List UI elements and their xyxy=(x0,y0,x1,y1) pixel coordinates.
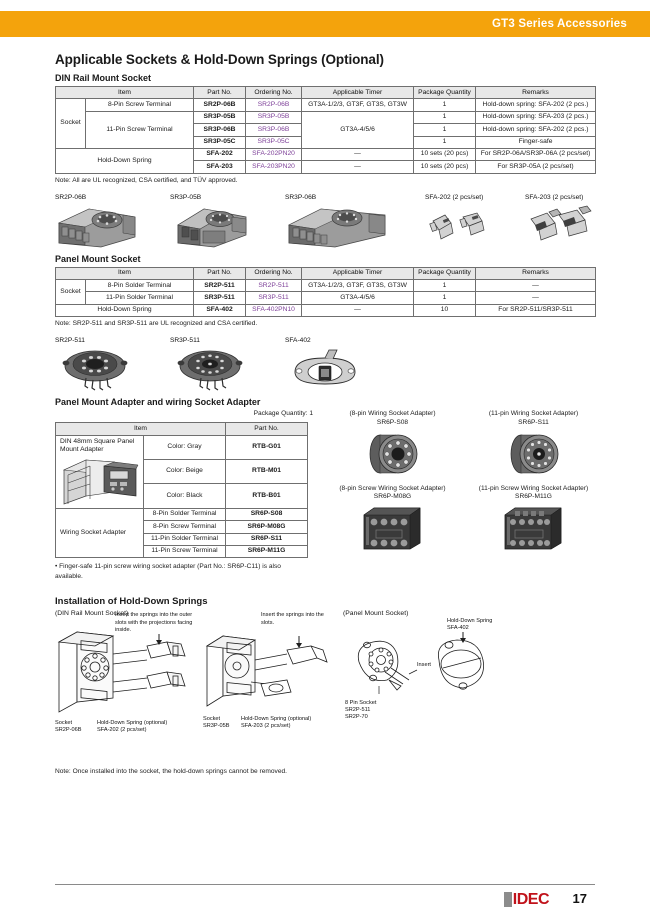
cell-color: Color: Black xyxy=(144,484,226,508)
idec-logo-square-icon xyxy=(504,892,512,907)
cell-item: 11-Pin Solder Terminal xyxy=(144,533,226,545)
table-row xyxy=(56,148,596,160)
cell-part: SR6P-M11G xyxy=(226,545,308,557)
cell-qty: 10 sets (20 pcs) xyxy=(414,161,476,173)
cell-remarks: Hold-down spring: SFA-202 (2 pcs.) xyxy=(476,124,596,136)
col-part-no: Part No. xyxy=(194,267,246,279)
cell-order: SFA-402PN10 xyxy=(246,304,302,316)
adapter-caption: (11-pin Wiring Socket Adapter) xyxy=(488,410,579,418)
cell-remarks: — xyxy=(476,280,596,292)
adapter-caption: (8-pin Wiring Socket Adapter) xyxy=(349,410,436,418)
cell-qty: 1 xyxy=(414,99,476,111)
adapter-package-quantity: Package Quantity: 1 xyxy=(253,410,313,418)
col-part-no: Part No. xyxy=(194,87,246,99)
col-remarks: Remarks xyxy=(476,87,596,99)
socket-11pin-wide-icon xyxy=(285,203,397,249)
product-label: SR3P-05B xyxy=(170,193,202,201)
product-label: SFA-402 xyxy=(285,337,311,345)
adapter-figure xyxy=(331,410,454,479)
install-heading: Installation of Hold-Down Springs xyxy=(55,596,208,608)
cell-remarks: For SR2P-06A/SR3P-06A (2 pcs/set) xyxy=(476,148,596,160)
col-item: Item xyxy=(56,87,194,99)
cell-order: SR3P-05B xyxy=(246,111,302,123)
adapter-table-wrap xyxy=(55,422,307,581)
socket-11pin-b-icon xyxy=(170,203,260,249)
install-2-socket-label: Socket xyxy=(203,716,221,723)
round-adapter-11-icon xyxy=(503,429,565,479)
col-ordering-no: Ordering No. xyxy=(246,87,302,99)
product-figure xyxy=(170,194,265,249)
product-figure xyxy=(285,337,380,394)
install-3-spring-part: SFA-402 xyxy=(447,625,469,632)
cell-part: SR6P-S08 xyxy=(226,508,308,520)
cell-timer: — xyxy=(302,161,414,173)
cell-item: 8-Pin Screw Terminal xyxy=(144,521,226,533)
product-label: SR3P-511 xyxy=(170,337,200,345)
install-1-spring-label: Hold-Down Spring (optional) xyxy=(97,720,168,727)
table-header-row xyxy=(56,267,596,279)
page-header-band xyxy=(0,11,650,37)
install-3-insert-label: Insert xyxy=(417,662,431,669)
cell-qty: 1 xyxy=(414,292,476,304)
round-socket-8-icon xyxy=(55,346,135,394)
product-figure xyxy=(525,194,635,249)
install-3-socket-part-2: SR2P-70 xyxy=(345,714,368,721)
cell-item: 11-Pin Screw Terminal xyxy=(144,545,226,557)
panel-mount-note: Note: SR2P-511 and SR3P-511 are UL recognized and CSA certified. xyxy=(55,320,258,328)
col-item: Item xyxy=(56,267,194,279)
adapter-figure xyxy=(472,410,595,479)
cell-order: SFA-202PN20 xyxy=(246,148,302,160)
product-figure xyxy=(170,337,265,394)
cell-qty: 1 xyxy=(414,280,476,292)
cell-item: 11-Pin Screw Terminal xyxy=(86,111,194,148)
install-note: Note: Once installed into the socket, the hold-down springs cannot be removed. xyxy=(55,768,288,776)
cell-qty: 10 sets (20 pcs) xyxy=(414,148,476,160)
product-figure xyxy=(55,337,150,394)
footer-divider xyxy=(55,884,595,885)
install-section xyxy=(55,610,595,740)
adapter-part-no: SR6P-S11 xyxy=(518,418,549,426)
install-2-spring-part: SFA-203 (2 pcs/set) xyxy=(241,723,291,730)
install-1-socket-part: SR2P-06B xyxy=(55,727,82,734)
cell-remarks: Hold-down spring: SFA-202 (2 pcs.) xyxy=(476,99,596,111)
din-rail-note: Note: All are UL recognized, CSA certified, and TÜV approved. xyxy=(55,176,238,184)
cell-part: RTB-G01 xyxy=(226,435,308,459)
table-row xyxy=(56,435,308,459)
cell-qty: 1 xyxy=(414,111,476,123)
group-socket: Socket xyxy=(56,280,86,305)
install-1-spring-part: SFA-202 (2 pcs/set) xyxy=(97,727,147,734)
cell-item: 8-Pin Solder Terminal xyxy=(144,508,226,520)
table-row xyxy=(56,280,596,292)
cell-qty: 1 xyxy=(414,124,476,136)
cell-timer: — xyxy=(302,304,414,316)
install-2-socket-part: SR3P-05B xyxy=(203,723,230,730)
adapter-part-no: SR6P-M08G xyxy=(373,493,412,501)
page-header-title: GT3 Series Accessories xyxy=(491,18,627,30)
cell-part: SFA-202 xyxy=(194,148,246,160)
product-label: SR2P-511 xyxy=(55,337,85,345)
install-diagram-3-art xyxy=(343,628,538,728)
cell-color: Color: Beige xyxy=(144,459,226,483)
cell-remarks: Finger-safe xyxy=(476,136,596,148)
cell-part: SR3P-05C xyxy=(194,136,246,148)
page-content xyxy=(55,52,595,775)
cell-item: 8-Pin Solder Terminal xyxy=(86,280,194,292)
cell-order: SFA-203PN20 xyxy=(246,161,302,173)
socket-8pin-icon xyxy=(55,203,145,249)
cell-order: SR3P-05C xyxy=(246,136,302,148)
install-din-caption: (DIN Rail Mount Socket) xyxy=(55,610,129,618)
cell-qty: 1 xyxy=(414,136,476,148)
col-package-quantity: Package Quantity xyxy=(414,87,476,99)
cell-remarks: Hold-down spring: SFA-203 (2 pcs.) xyxy=(476,111,596,123)
install-diagram-2 xyxy=(203,612,343,730)
install-1-socket-label: Socket xyxy=(55,720,73,727)
din-rail-table xyxy=(55,86,596,174)
adapter-heading: Panel Mount Adapter and wiring Socket Adapter xyxy=(55,397,261,408)
page-title: Applicable Sockets & Hold-Down Springs (Optional) xyxy=(55,52,384,67)
cell-part: SR3P-05B xyxy=(194,111,246,123)
block-adapter-8-icon xyxy=(358,503,428,551)
group-hold-down-spring: Hold-Down Spring xyxy=(56,148,194,173)
din-adapter-cell xyxy=(56,435,144,508)
table-row xyxy=(56,508,308,520)
cell-part: SFA-203 xyxy=(194,161,246,173)
table-row xyxy=(56,304,596,316)
cell-item: 8-Pin Screw Terminal xyxy=(86,99,194,111)
install-diagram-2-art xyxy=(203,624,343,714)
spring-203-icon xyxy=(525,203,605,249)
cell-item: 11-Pin Solder Terminal xyxy=(86,292,194,304)
cell-remarks: For SR2P-511/SR3P-511 xyxy=(476,304,596,316)
cell-order: SR2P-06B xyxy=(246,99,302,111)
product-figure xyxy=(55,194,150,249)
cell-timer: GT3A-4/5/6 xyxy=(302,111,414,148)
table-row xyxy=(56,292,596,304)
cell-timer: GT3A-4/5/6 xyxy=(302,292,414,304)
install-3-socket-part-1: SR2P-511 xyxy=(345,707,371,714)
cell-part: SFA-402 xyxy=(194,304,246,316)
din-adapter-label: DIN 48mm Square Panel Mount Adapter xyxy=(60,437,135,453)
adapter-figure xyxy=(472,485,595,552)
col-applicable-timer: Applicable Timer xyxy=(302,267,414,279)
col-applicable-timer: Applicable Timer xyxy=(302,87,414,99)
install-panel-caption: (Panel Mount Socket) xyxy=(343,610,409,618)
adapter-caption: (8-pin Screw Wiring Socket Adapter) xyxy=(339,484,446,492)
install-1-instruction: Insert the springs into the outer slots with the projections facing inside. xyxy=(115,612,193,634)
din-rail-heading: DIN Rail Mount Socket xyxy=(55,73,152,83)
table-header-row xyxy=(56,423,308,435)
round-socket-11-icon xyxy=(170,346,250,394)
cell-timer: — xyxy=(302,148,414,160)
product-label: SFA-203 (2 pcs/set) xyxy=(525,193,584,201)
adapter-footnote: • Finger-safe 11-pin screw wiring socket adapter (Part No.: SR6P-C11) is also available. xyxy=(55,563,281,580)
cell-timer: GT3A-1/2/3, GT3F, GT3S, GT3W xyxy=(302,99,414,111)
cell-part: RTB-B01 xyxy=(226,484,308,508)
adapter-table xyxy=(55,422,308,558)
cell-part: SR2P-511 xyxy=(194,280,246,292)
cell-part: SR3P-511 xyxy=(194,292,246,304)
panel-mount-image-row xyxy=(55,337,595,397)
col-remarks: Remarks xyxy=(476,267,596,279)
cell-remarks: For SR3P-05A (2 pcs/set) xyxy=(476,161,596,173)
cell-timer: GT3A-1/2/3, GT3F, GT3S, GT3W xyxy=(302,280,414,292)
table-header-row xyxy=(56,87,596,99)
cell-qty: 10 xyxy=(414,304,476,316)
group-hold-down-spring: Hold-Down Spring xyxy=(56,304,194,316)
install-3-spring-label: Hold-Down Spring xyxy=(447,618,493,625)
cell-color: Color: Gray xyxy=(144,435,226,459)
adapter-part-no: SR6P-M11G xyxy=(515,493,552,501)
spring-202-icon xyxy=(425,203,505,249)
cell-remarks: — xyxy=(476,292,596,304)
cell-part: RTB-M01 xyxy=(226,459,308,483)
table-row xyxy=(56,111,596,123)
group-socket: Socket xyxy=(56,99,86,149)
product-label: SFA-202 (2 pcs/set) xyxy=(425,193,484,201)
panel-mount-heading: Panel Mount Socket xyxy=(55,253,141,264)
install-diagram-1-art xyxy=(55,624,200,719)
col-part-no: Part No. xyxy=(226,423,308,435)
adapter-figure xyxy=(331,485,454,552)
install-2-spring-label: Hold-Down Spring (optional) xyxy=(241,716,312,723)
cell-part: SR3P-06B xyxy=(194,124,246,136)
product-figure xyxy=(425,194,535,249)
idec-logo xyxy=(504,892,549,907)
product-label: SR2P-06B xyxy=(55,193,87,201)
adapter-caption: (11-pin Screw Wiring Socket Adapter) xyxy=(478,484,589,492)
wiring-adapter-label: Wiring Socket Adapter xyxy=(56,508,144,558)
install-3-socket-label: 8 Pin Socket xyxy=(345,700,377,707)
round-adapter-8-icon xyxy=(362,429,424,479)
col-item: Item xyxy=(56,423,226,435)
idec-logo-text: IDEC xyxy=(512,891,549,908)
cell-order: SR3P-511 xyxy=(246,292,302,304)
page-footer xyxy=(55,889,595,915)
cell-order: SR2P-511 xyxy=(246,280,302,292)
product-figure xyxy=(285,194,405,249)
adapter-gallery xyxy=(331,410,595,551)
din-rail-image-row xyxy=(55,194,595,254)
page-number: 17 xyxy=(572,891,587,906)
install-2-instruction: Insert the springs into the slots. xyxy=(261,612,324,626)
spring-402-icon xyxy=(285,346,365,394)
din-panel-adapter-icon xyxy=(60,456,140,506)
col-ordering-no: Ordering No. xyxy=(246,267,302,279)
cell-part: SR6P-S11 xyxy=(226,533,308,545)
product-label: SR3P-06B xyxy=(285,193,317,201)
cell-order: SR3P-06B xyxy=(246,124,302,136)
cell-part: SR6P-M08G xyxy=(226,521,308,533)
panel-mount-table xyxy=(55,267,596,318)
col-package-quantity: Package Quantity xyxy=(414,267,476,279)
block-adapter-11-icon xyxy=(499,503,569,551)
table-row xyxy=(56,99,596,111)
adapter-part-no: SR6P-S08 xyxy=(376,418,409,426)
cell-part: SR2P-06B xyxy=(194,99,246,111)
adapter-section xyxy=(55,410,595,580)
